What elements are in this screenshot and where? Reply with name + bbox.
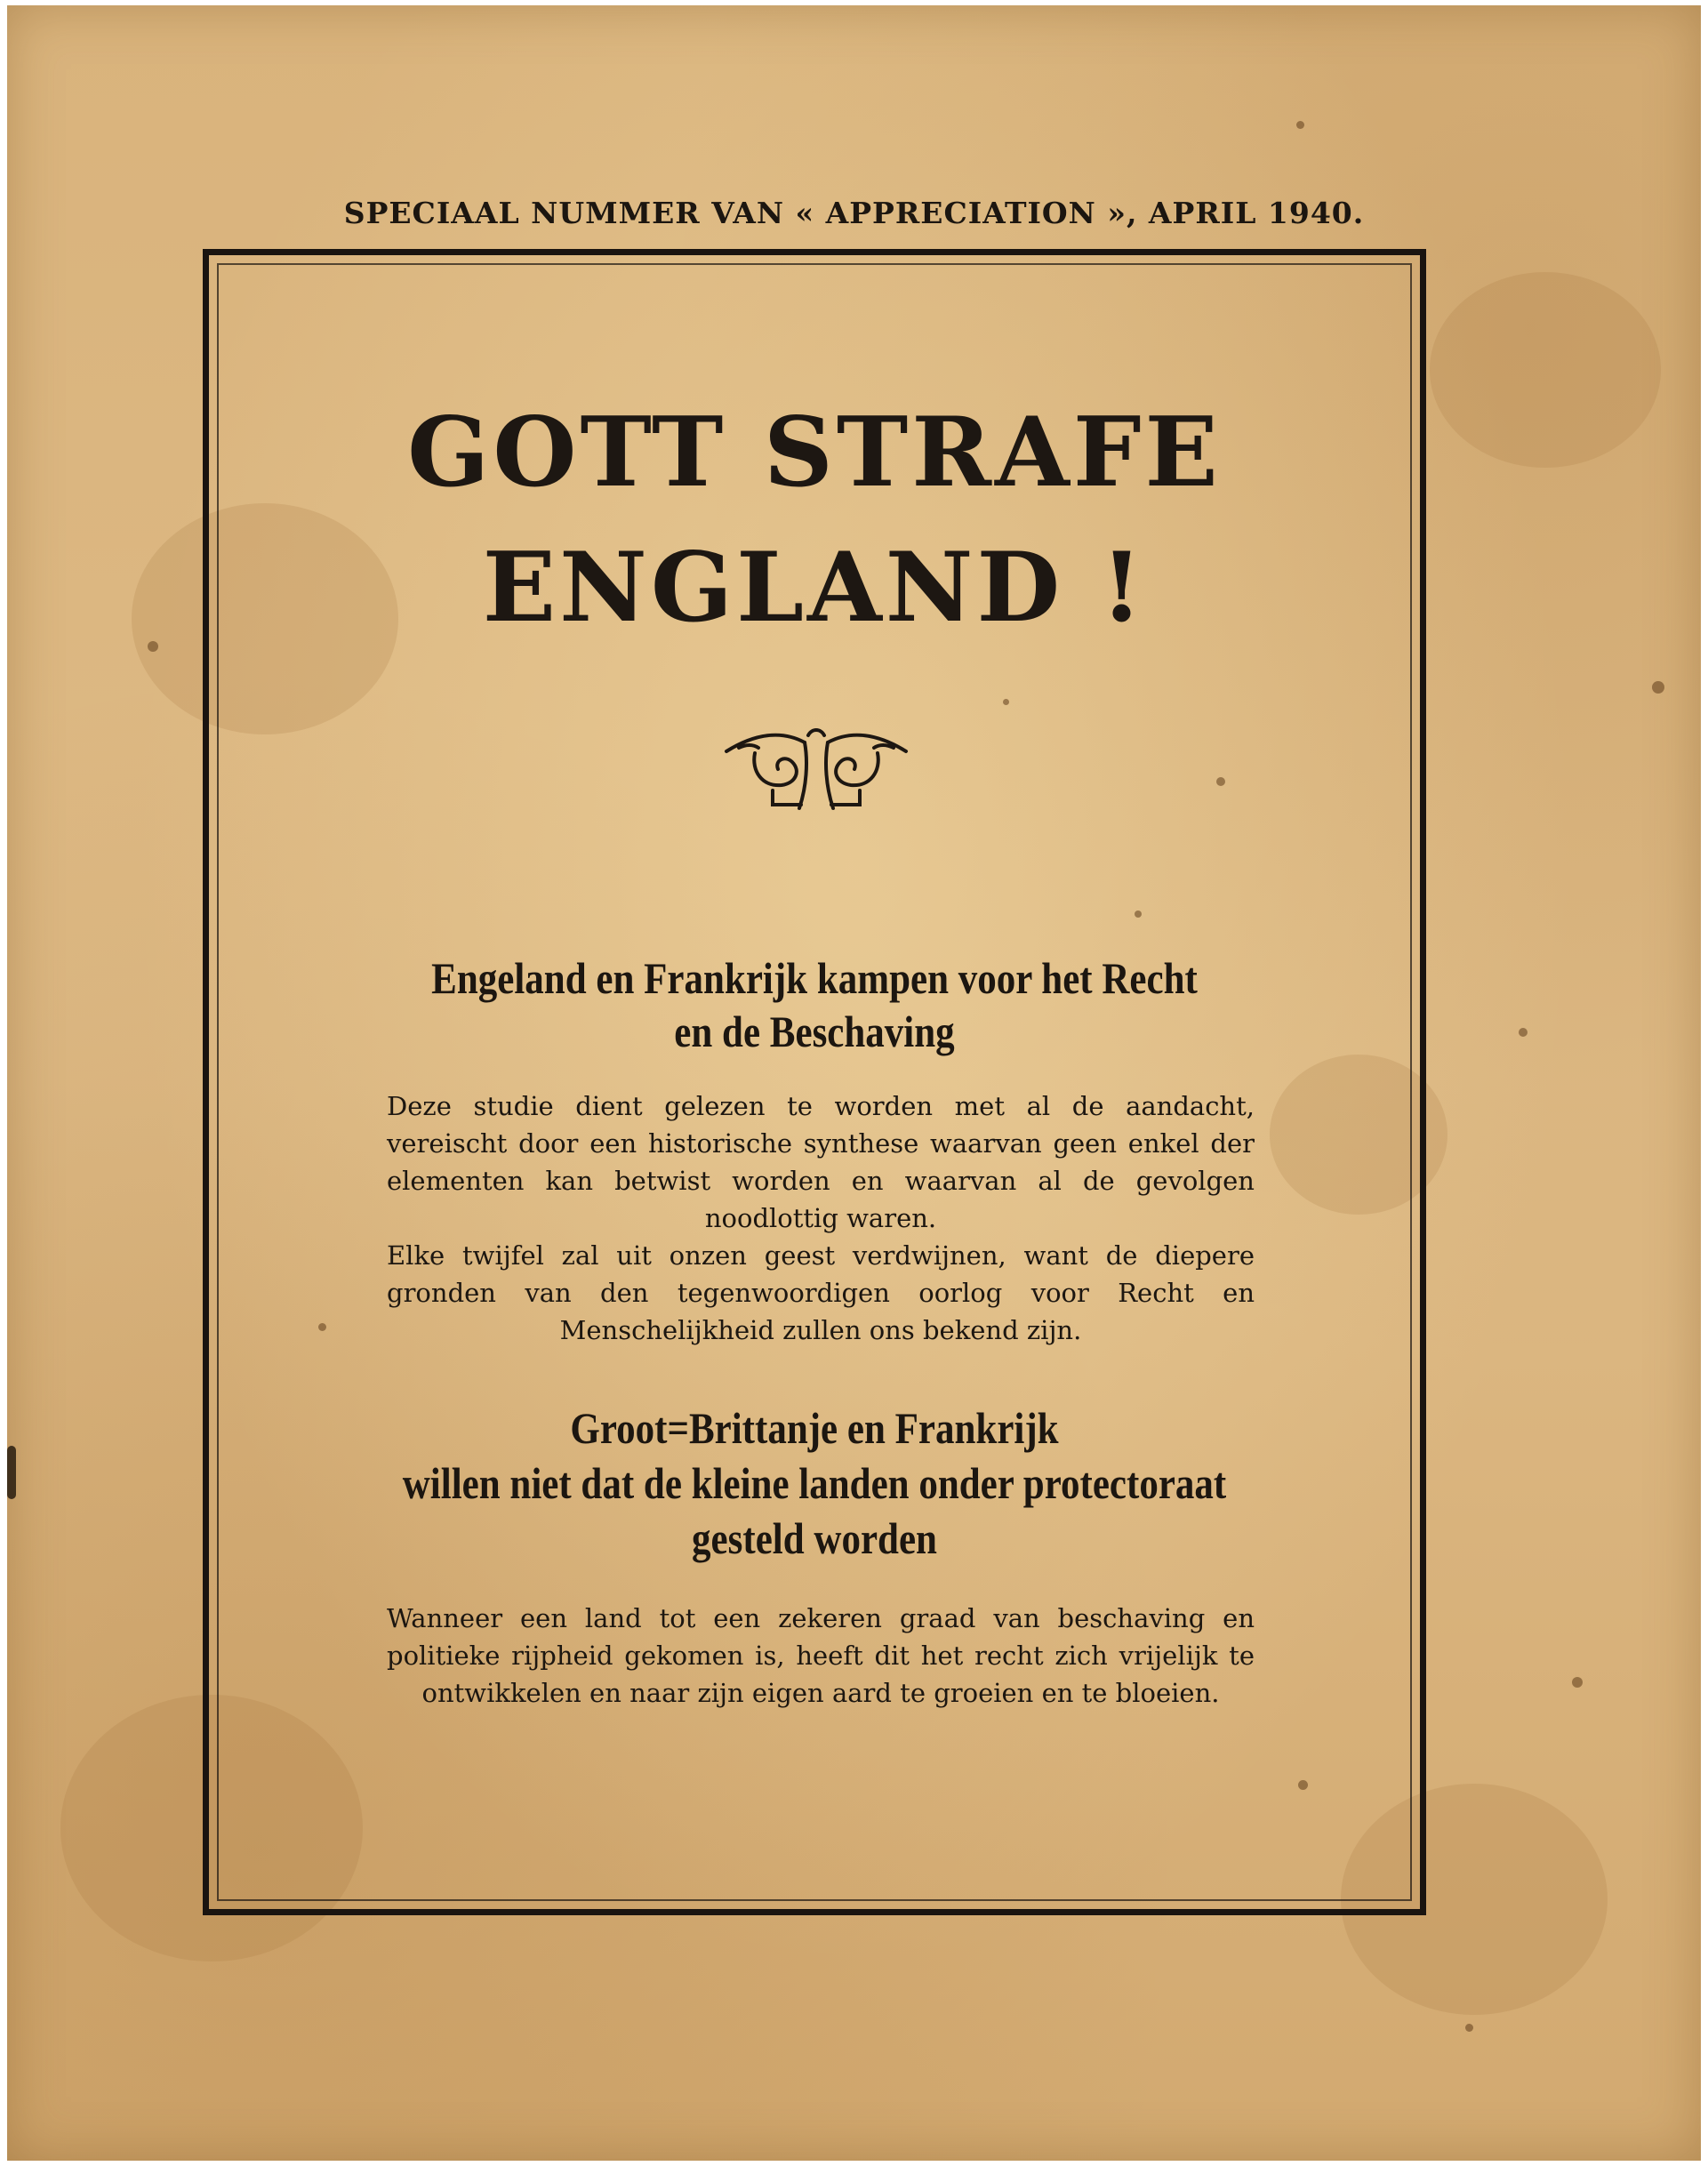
document-page [7, 5, 1701, 2161]
title-line-2: ENGLAND ! [482, 532, 1147, 644]
foxing-spot [1572, 1677, 1583, 1688]
section2-heading-line-2: willen niet dat de kleine landen onder protectoraat [402, 1458, 1227, 1508]
section1-paragraph-1 [387, 1087, 1255, 1237]
section1-paragraph-2 [387, 1237, 1255, 1349]
section1-heading-line-1: Engeland en Frankrijk kampen voor het Recht [431, 953, 1198, 1003]
section1-paragraph-2-text: Elke twijfel zal uit onzen geest verdwijnen, want de diepere gronden van den tegenwoordigen oorlog voor Recht en Menschelijkheid zullen ons bekend zijn. [387, 1240, 1255, 1345]
section2-heading-line-1: Groot=Brittanje en Frankrijk [570, 1403, 1059, 1453]
section2-paragraph-1-text: Wanneer een land tot een zekeren graad van beschaving en politieke rijpheid gekomen is, heeft dit het recht zich vrijelijk te ontwikkelen en naar zijn eigen aard te groeien en te bloeien. [387, 1603, 1255, 1708]
floral-ornament-icon [719, 718, 913, 815]
section2-paragraph-1 [387, 1600, 1255, 1712]
foxing-spot [148, 641, 158, 652]
foxing-spot [1519, 1028, 1528, 1037]
foxing-spot [1652, 681, 1664, 694]
section2-heading-line-3: gesteld worden [692, 1513, 937, 1563]
title-line-1: GOTT STRAFE [407, 397, 1222, 509]
section1-paragraph-1-text: Deze studie dient gelezen te worden met al de aandacht, vereischt door een historische synthese waarvan geen enkel der elementen kan betwist worden en waarvan al de gevolgen noodlottig waren. [387, 1091, 1255, 1233]
foxing-spot [1465, 2024, 1473, 2032]
paper-stain [1430, 272, 1661, 468]
content-frame [203, 249, 1426, 1915]
binding-mark [7, 1446, 16, 1499]
issue-header: SPECIAAL NUMMER VAN « APPRECIATION », APRIL 1940. [343, 196, 1365, 230]
section1-heading-line-2: en de Beschaving [674, 1007, 955, 1056]
foxing-spot [1296, 121, 1304, 129]
